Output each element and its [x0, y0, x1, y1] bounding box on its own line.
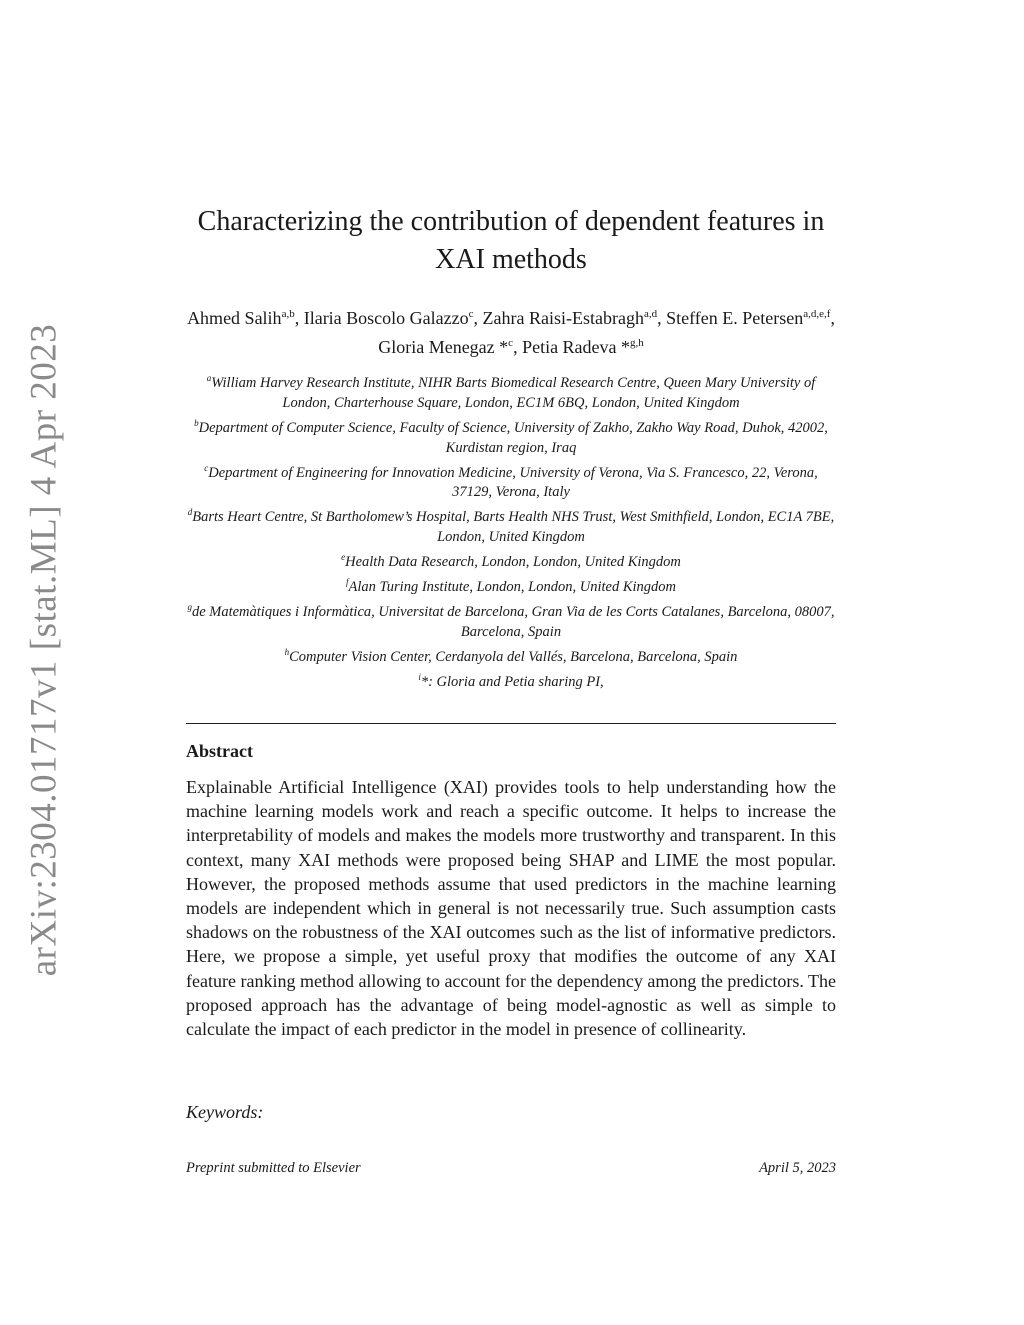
- footer-date: April 5, 2023: [759, 1160, 836, 1176]
- affiliation: $^d$Barts Heart Centre, St Bartholomew’s Hospital, Barts Health NHS Trust, West Smithfield, London, EC1A 7BE, London, United Kingdom: [187, 507, 835, 546]
- author: Steffen E. Petersen$^{a,d,e,f}$,: [666, 308, 835, 328]
- affiliation: $^a$William Harvey Research Institute, NIHR Barts Biomedical Research Centre, Queen Mary University of London, Charterhouse Square, London, EC1M 6BQ, London, United Kingdom: [206, 373, 816, 411]
- affiliation: $^f$Alan Turing Institute, London, London, United Kingdom: [346, 577, 676, 595]
- paper-title: Characterizing the contribution of dependent features in XAI methods: [197, 206, 825, 275]
- author: Ahmed Salih$^{a,b}$,: [187, 308, 304, 328]
- abstract-divider: [186, 723, 836, 724]
- affiliation: $^i$*: Gloria and Petia sharing PI,: [418, 671, 604, 690]
- affiliation-list: [186, 368, 836, 691]
- affiliation: $^h$Computer Vision Center, Cerdanyola del Vallés, Barcelona, Barcelona, Spain: [284, 646, 738, 665]
- abstract-text: Explainable Artificial Intelligence (XAI) provides tools to help understanding how the machine learning models work and reach a specific outcome. It helps to increase the interpretability of models and makes the models more trustworthy and transparent. In this context, many XAI methods were proposed being SHAP and LIME the most popular. However, the proposed methods assume that used predictors in the machine learning models are independent which in general is not necessarily true. Such assumption casts shadows on the robustness of the XAI outcomes such as the list of informative predictors. Here, we propose a simple, yet useful proxy that modifies the outcome of any XAI feature ranking method allowing to account for the dependency among the predictors. The proposed approach has the advantage of being model-agnostic as well as simple to calculate the impact of each predictor in the model in presence of collinearity.: [186, 777, 836, 1040]
- author: Gloria Menegaz *$^c$,: [378, 337, 523, 357]
- affiliation: $^c$Department of Engineering for Innovation Medicine, University of Verona, Via S. Francesco, 22, Verona, 37129, Verona, Italy: [204, 462, 818, 501]
- abstract-heading: Abstract: [186, 741, 253, 761]
- author: Petia Radeva *$^{g,h}$: [522, 337, 644, 357]
- author-list: [186, 302, 836, 360]
- keywords-label: Keywords:: [186, 1102, 264, 1122]
- affiliation: $^b$Department of Computer Science, Faculty of Science, University of Zakho, Zakho Way Road, Duhok, 42002, Kurdistan region, Iraq: [194, 417, 828, 456]
- author: Zahra Raisi-Estabragh$^{a,d}$,: [482, 308, 667, 328]
- arxiv-side-stamp: arXiv:2304.01717v1 [stat.ML] 4 Apr 2023: [23, 323, 65, 977]
- affiliation: $^g$de Matemàtiques i Informàtica, Universitat de Barcelona, Gran Via de les Corts Catalanes, Barcelona, 08007, Barcelona, Spain: [187, 601, 835, 640]
- affiliation: $^e$Health Data Research, London, London, United Kingdom: [341, 552, 681, 571]
- author: Ilaria Boscolo Galazzo$^c$,: [303, 308, 483, 328]
- footer-journal: Preprint submitted to Elsevier: [186, 1160, 361, 1176]
